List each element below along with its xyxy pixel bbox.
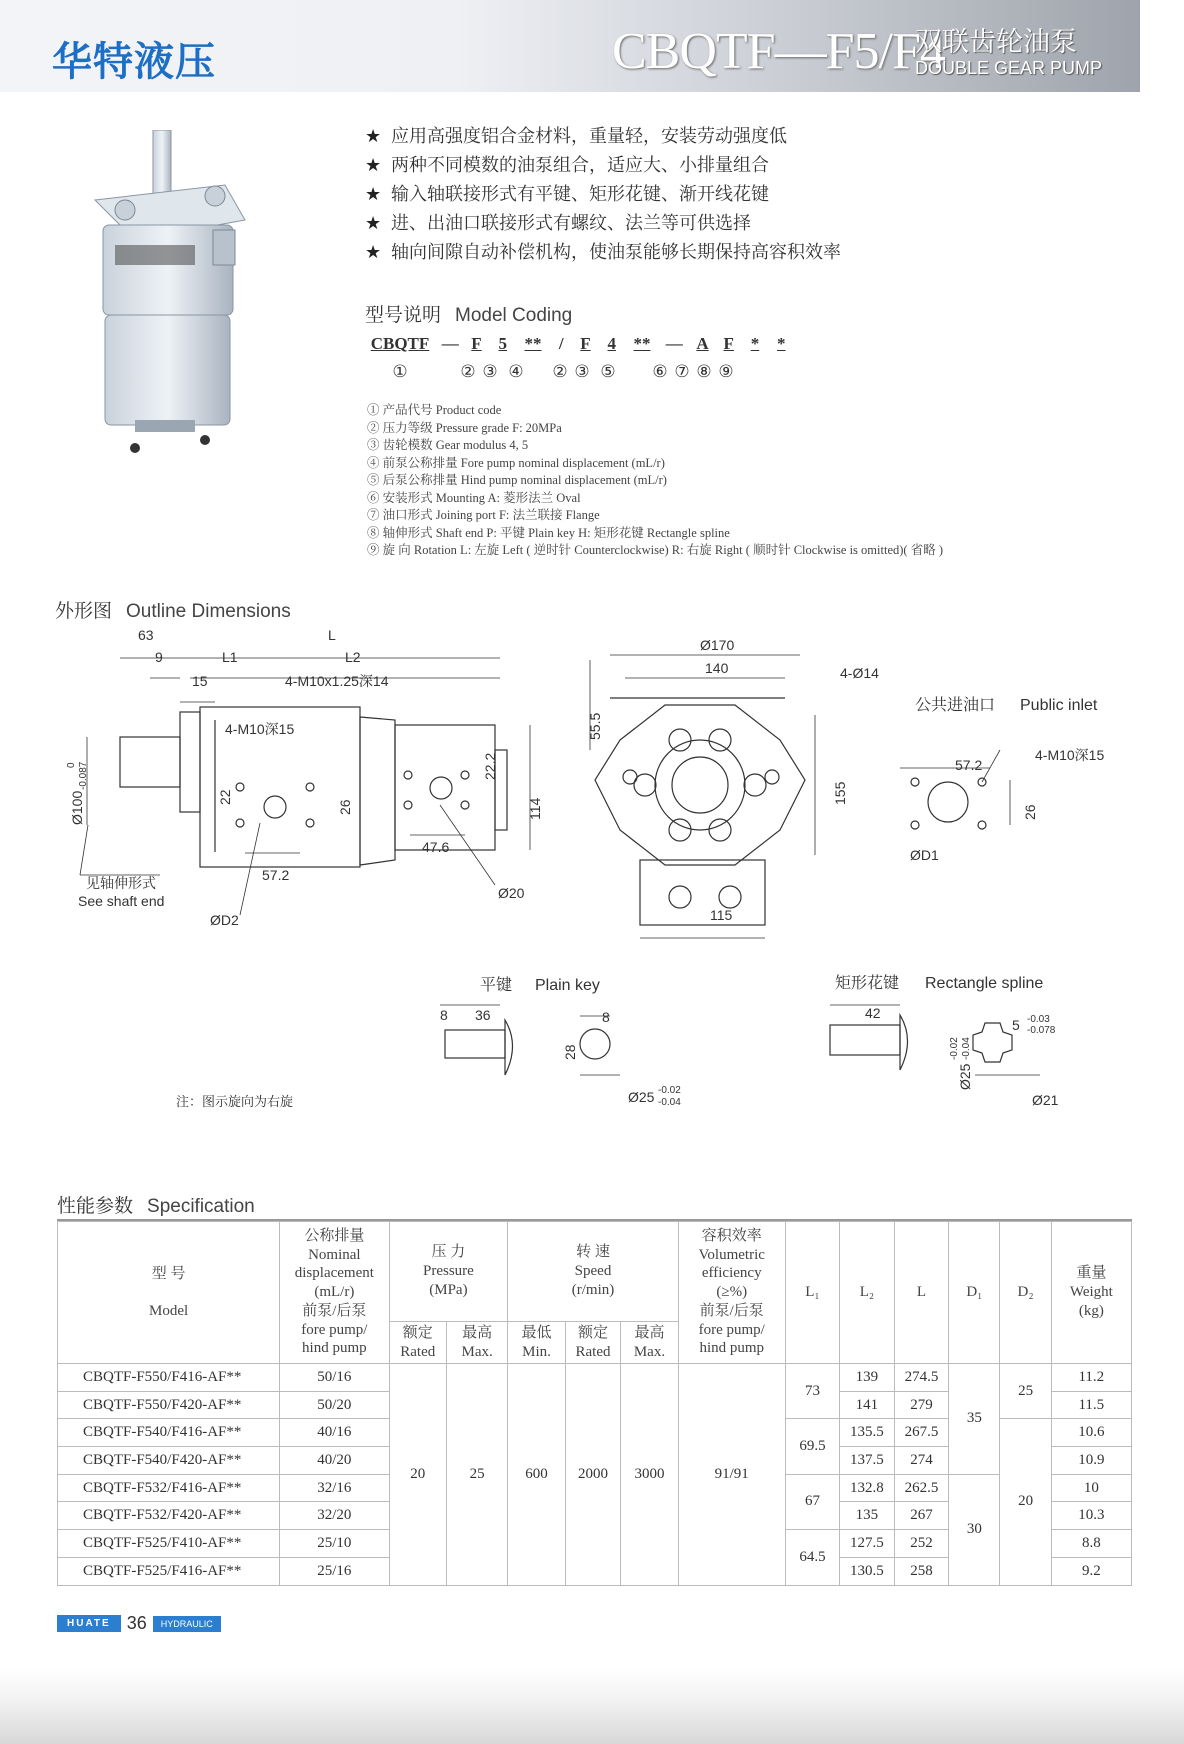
dim-label: -0.078: [1027, 1025, 1056, 1036]
cell-displacement: 32/16: [280, 1474, 389, 1502]
plain-key-title-cn: 平键: [480, 977, 513, 994]
cell-l2: 139: [840, 1364, 895, 1392]
coding-note: ⑤ 后泵公称排量 Hind pump nominal displacement (mL/r): [367, 473, 667, 487]
dim-label: 57.2: [262, 867, 290, 883]
header-line: (kg): [1078, 1302, 1104, 1319]
product-title-cn: 双联齿轮油泵: [915, 27, 1077, 57]
dim-label: 26: [1022, 804, 1038, 820]
cell-model: CBQTF-F525/F410-AF**: [58, 1530, 280, 1558]
star-icon: ★: [365, 126, 382, 146]
cell-speed-max: 3000: [621, 1364, 678, 1586]
dim-label: Ø21: [1032, 1092, 1059, 1108]
header-line: Min.: [522, 1343, 551, 1360]
cell-l: 279: [894, 1391, 949, 1419]
page-number: 36: [126, 1613, 147, 1633]
header-line: 压 力: [431, 1244, 466, 1261]
shaft-note-en: See shaft end: [78, 893, 165, 909]
brand-logo-text: 华特液压: [52, 39, 216, 84]
code-number: ⑤: [600, 362, 616, 381]
coding-note: ② 压力等级 Pressure grade F: 20MPa: [367, 420, 562, 435]
heading-en: Specification: [147, 1196, 255, 1217]
dim-label: 4-Ø14: [840, 665, 879, 681]
dim-label: 28: [562, 1044, 578, 1060]
code-part: **: [633, 334, 651, 353]
dim-label: Ø20: [498, 885, 525, 901]
cell-weight: 10.9: [1051, 1447, 1131, 1475]
heading-en: Model Coding: [455, 305, 573, 326]
outline-heading: [55, 596, 291, 623]
cell-model: CBQTF-F550/F416-AF**: [58, 1364, 280, 1392]
page-edge-shadow: [0, 1668, 1184, 1744]
feature-text: 两种不同模数的油泵组合，适应大、小排量组合: [391, 155, 769, 175]
dim-label: 22.2: [482, 752, 498, 780]
dim-label: -0.02: [658, 1085, 681, 1096]
dim-label: 55.5: [587, 712, 603, 740]
cell-weight: 10.6: [1051, 1419, 1131, 1447]
header-line: Volumetric: [698, 1246, 765, 1263]
coding-note: ⑨ 旋 向 Rotation L: 左旋 Left ( 逆时针 Counterclockwise) R: 右旋 Right ( 顺时针 Clockwise is omitted)( 省略 ): [367, 543, 943, 557]
cell-l2: 127.5: [840, 1530, 895, 1558]
cell-model: CBQTF-F532/F420-AF**: [58, 1502, 280, 1530]
cell-l: 274: [894, 1447, 949, 1475]
col-l1: L₁: [785, 1222, 839, 1364]
code-number: ②: [460, 362, 476, 381]
dim-label: 57.2: [955, 757, 983, 773]
model-coding-heading: [365, 300, 572, 327]
code-part: *: [777, 334, 786, 353]
header-line: Speed: [574, 1263, 612, 1280]
model-code: [365, 334, 792, 354]
dim-label: 9: [155, 649, 163, 665]
cell-displacement: 40/16: [280, 1419, 389, 1447]
dim-label: L: [328, 627, 336, 643]
header-line: Weight: [1069, 1284, 1113, 1301]
code-number: ③: [574, 362, 590, 381]
rotation-note: 注：图示旋向为右旋: [176, 1094, 294, 1109]
header-line: Nominal: [308, 1246, 361, 1263]
heading-cn: 性能参数: [57, 1196, 134, 1217]
code-number: ⑨: [718, 362, 734, 381]
dim-label: 4-M10深15: [225, 721, 295, 737]
cell-l: 267: [894, 1502, 949, 1530]
coding-note: ③ 齿轮模数 Gear modulus 4, 5: [367, 438, 529, 452]
cell-pressure-max: 25: [447, 1364, 508, 1586]
header-line: 公称排量: [304, 1227, 365, 1244]
header-line: (mL/r): [314, 1284, 355, 1301]
header-line: Model: [149, 1302, 189, 1319]
code-number: ⑥: [652, 362, 668, 381]
header-line: hind pump: [699, 1340, 765, 1357]
dim-label: 155: [832, 781, 848, 805]
feature-text: 轴向间隙自动补偿机构，使油泵能够长期保持高容积效率: [391, 242, 841, 262]
cell-displacement: 32/20: [280, 1502, 389, 1530]
header-line: Max.: [461, 1343, 493, 1360]
cell-model: CBQTF-F525/F416-AF**: [58, 1557, 280, 1585]
cell-d1: 35: [949, 1364, 1000, 1475]
code-part: A: [696, 334, 709, 353]
cell-model: CBQTF-F540/F420-AF**: [58, 1447, 280, 1475]
footer-brand-badge: HUATE: [57, 1615, 121, 1632]
cell-displacement: 40/20: [280, 1447, 389, 1475]
dim-label: -0.04: [961, 1037, 972, 1060]
public-inlet-title-en: Public inlet: [1020, 697, 1098, 714]
cell-l2: 135: [840, 1502, 895, 1530]
dim-label: Ø25: [628, 1089, 655, 1105]
header-line: (MPa): [429, 1281, 468, 1298]
col-d1: D₁: [949, 1222, 1000, 1364]
header-line: hind pump: [302, 1340, 367, 1357]
cell-l1: 67: [785, 1474, 839, 1529]
dim-label: 26: [337, 799, 353, 815]
cell-weight: 10: [1051, 1474, 1131, 1502]
dim-label: 4-M10x1.25深14: [285, 673, 389, 689]
header-line: 最高: [634, 1324, 665, 1341]
feature-text: 应用高强度铝合金材料，重量轻，安装劳动强度低: [391, 126, 787, 146]
cell-model: CBQTF-F550/F420-AF**: [58, 1391, 280, 1419]
header-line: 最低: [521, 1324, 552, 1341]
public-inlet-title-cn: 公共进油口: [915, 697, 996, 714]
cell-l: 267.5: [894, 1419, 949, 1447]
code-part: **: [524, 334, 542, 353]
code-part: —: [441, 334, 459, 353]
cell-l2: 137.5: [840, 1447, 895, 1475]
col-l2: L₂: [840, 1222, 895, 1364]
cell-l2: 130.5: [840, 1557, 895, 1585]
footer-hydraulic-badge: HYDRAULIC: [153, 1616, 221, 1632]
dim-label: -0.04: [658, 1097, 681, 1108]
dim-label: 115: [710, 907, 733, 923]
cell-l: 274.5: [894, 1364, 949, 1392]
cell-d2: 20: [1000, 1419, 1051, 1585]
cell-model: CBQTF-F540/F416-AF**: [58, 1419, 280, 1447]
cell-l2: 141: [840, 1391, 895, 1419]
dim-label: -0.03: [1027, 1014, 1050, 1025]
coding-note: ① 产品代号 Product code: [367, 403, 502, 417]
model-title: CBQTF—F5/F4: [612, 23, 945, 80]
coding-note: ⑦ 油口形式 Joining port F: 法兰联接 Flange: [367, 508, 600, 522]
cell-d2: 25: [1000, 1364, 1051, 1419]
col-l: L: [894, 1222, 949, 1364]
star-icon: ★: [365, 184, 382, 204]
header-line: 前泵/后泵: [699, 1302, 764, 1319]
page-footer: [57, 1613, 221, 1634]
code-number: ④: [508, 362, 524, 381]
dim-label: 4-M10深15: [1035, 747, 1105, 763]
front-view-drawing: [590, 655, 815, 938]
col-efficiency: [678, 1222, 785, 1364]
rect-spline-title-en: Rectangle spline: [925, 975, 1044, 992]
dim-label: ØD2: [210, 912, 239, 928]
cell-d1: 30: [949, 1474, 1000, 1585]
dim-label: 5: [1012, 1017, 1020, 1033]
dim-label: Ø100: [69, 790, 85, 825]
cell-l1: 73: [785, 1364, 839, 1419]
dim-label: 63: [138, 627, 154, 643]
cell-l1: 69.5: [785, 1419, 839, 1474]
coding-note: ⑥ 安装形式 Mounting A: 菱形法兰 Oval: [367, 490, 581, 505]
dim-label: Ø25: [957, 1063, 973, 1090]
heading-cn: 型号说明: [365, 305, 442, 326]
feature-item: [365, 151, 769, 177]
cell-weight: 11.5: [1051, 1391, 1131, 1419]
code-number: ⑧: [696, 362, 712, 381]
header-line: 最高: [462, 1324, 493, 1341]
dim-label: 8: [602, 1009, 610, 1025]
col-model: [58, 1222, 280, 1364]
cell-speed-min: 600: [508, 1364, 565, 1586]
cell-l1: 64.5: [785, 1530, 839, 1585]
dim-label: L2: [345, 649, 361, 665]
product-title-en: DOUBLE GEAR PUMP: [915, 58, 1103, 78]
star-icon: ★: [365, 155, 382, 175]
code-number: ③: [482, 362, 498, 381]
plain-key-drawing: [440, 1005, 620, 1075]
feature-item: [365, 209, 751, 235]
col-pressure: [389, 1222, 508, 1322]
code-part: F: [471, 334, 482, 353]
star-icon: ★: [365, 242, 382, 262]
dim-label: 22: [217, 789, 233, 805]
col-speed-max: [621, 1322, 678, 1364]
shaft-note-cn: 见轴伸形式: [86, 877, 156, 892]
heading-en: Outline Dimensions: [126, 601, 291, 622]
col-d2: D₂: [1000, 1222, 1051, 1364]
table-row: [58, 1364, 1132, 1392]
feature-item: [365, 238, 841, 264]
col-speed: [508, 1222, 678, 1322]
spec-heading: [57, 1191, 255, 1218]
code-number: ⑦: [674, 362, 690, 381]
header-line: 转 速: [576, 1244, 610, 1261]
header-line: Rated: [575, 1343, 611, 1360]
code-number: ②: [552, 362, 568, 381]
header-line: 容积效率: [701, 1227, 762, 1244]
dim-label: 42: [865, 1005, 881, 1021]
cell-pressure-rated: 20: [389, 1364, 447, 1586]
plain-key-title-en: Plain key: [535, 977, 600, 994]
rectangle-spline-drawing: [830, 1005, 1040, 1075]
header-line: fore pump/: [698, 1321, 765, 1338]
cell-weight: 8.8: [1051, 1530, 1131, 1558]
col-pressure-rated: [389, 1322, 447, 1364]
header-line: displacement: [294, 1265, 374, 1282]
cell-weight: 11.2: [1051, 1364, 1131, 1392]
col-weight: [1051, 1222, 1131, 1364]
code-part: /: [558, 334, 564, 353]
header-line: (≥%): [716, 1284, 748, 1301]
dim-label: 114: [527, 797, 543, 820]
code-part: 5: [498, 334, 507, 353]
col-displacement: [280, 1222, 389, 1364]
pump-photo: [75, 130, 260, 455]
header-line: 额定: [402, 1324, 433, 1341]
header-line: fore pump/: [301, 1321, 368, 1338]
header-line: Max.: [633, 1343, 666, 1360]
coding-note: ⑧ 轴伸形式 Shaft end P: 平键 Plain key H: 矩形花键 Rectangle spline: [367, 525, 730, 540]
dim-label: ØD1: [910, 847, 939, 863]
code-part: F: [723, 334, 734, 353]
header-line: 前泵/后泵: [302, 1302, 367, 1319]
dim-label: 15: [192, 673, 208, 689]
col-pressure-max: [447, 1322, 508, 1364]
spec-table: [57, 1221, 1132, 1586]
cell-l: 258: [894, 1557, 949, 1585]
dim-label: 36: [475, 1007, 491, 1023]
col-speed-rated: [565, 1322, 621, 1364]
feature-text: 输入轴联接形式有平键、矩形花键、渐开线花键: [391, 184, 769, 204]
code-part: F: [580, 334, 591, 353]
feature-item: [365, 180, 769, 206]
cell-displacement: 25/16: [280, 1557, 389, 1585]
dim-label: Ø170: [700, 637, 735, 653]
cell-displacement: 50/20: [280, 1391, 389, 1419]
heading-cn: 外形图: [55, 601, 113, 622]
cell-displacement: 50/16: [280, 1364, 389, 1392]
code-part: —: [665, 334, 683, 353]
header-line: Rated: [400, 1343, 436, 1360]
feature-item: [365, 122, 787, 148]
dim-label: 140: [705, 660, 729, 676]
dim-label: -0.02: [949, 1037, 960, 1060]
coding-note: ④ 前泵公称排量 Fore pump nominal displacement (mL/r): [367, 455, 665, 470]
code-part: 4: [607, 334, 616, 353]
cell-l2: 135.5: [840, 1419, 895, 1447]
cell-displacement: 25/10: [280, 1530, 389, 1558]
header-line: 额定: [577, 1324, 608, 1341]
feature-text: 进、出油口联接形式有螺纹、法兰等可供选择: [391, 213, 751, 233]
col-speed-min: [508, 1322, 565, 1364]
star-icon: ★: [365, 213, 382, 233]
cell-l: 262.5: [894, 1474, 949, 1502]
header-line: efficiency: [701, 1265, 762, 1282]
header-line: (r/min): [571, 1281, 615, 1298]
outline-drawings: [0, 620, 1184, 1140]
cell-model: CBQTF-F532/F416-AF**: [58, 1474, 280, 1502]
cell-l2: 132.8: [840, 1474, 895, 1502]
dim-label: -0.087: [78, 761, 89, 790]
cell-weight: 10.3: [1051, 1502, 1131, 1530]
header-line: 重量: [1076, 1265, 1107, 1282]
dim-label: 47.6: [422, 839, 450, 855]
dim-label: 0: [66, 762, 77, 768]
code-part: *: [750, 334, 760, 353]
cell-weight: 9.2: [1051, 1557, 1131, 1585]
header-line: 型 号: [151, 1265, 186, 1282]
model-code-numbers: [365, 362, 737, 382]
code-number: ①: [392, 362, 408, 381]
dim-label: L1: [222, 649, 238, 665]
cell-efficiency: 91/91: [678, 1364, 785, 1586]
cell-l: 252: [894, 1530, 949, 1558]
header-line: Pressure: [423, 1263, 474, 1280]
dim-label: 8: [440, 1007, 448, 1023]
cell-speed-rated: 2000: [565, 1364, 621, 1586]
rect-spline-title-cn: 矩形花键: [835, 975, 900, 992]
code-part: CBQTF: [370, 334, 430, 353]
